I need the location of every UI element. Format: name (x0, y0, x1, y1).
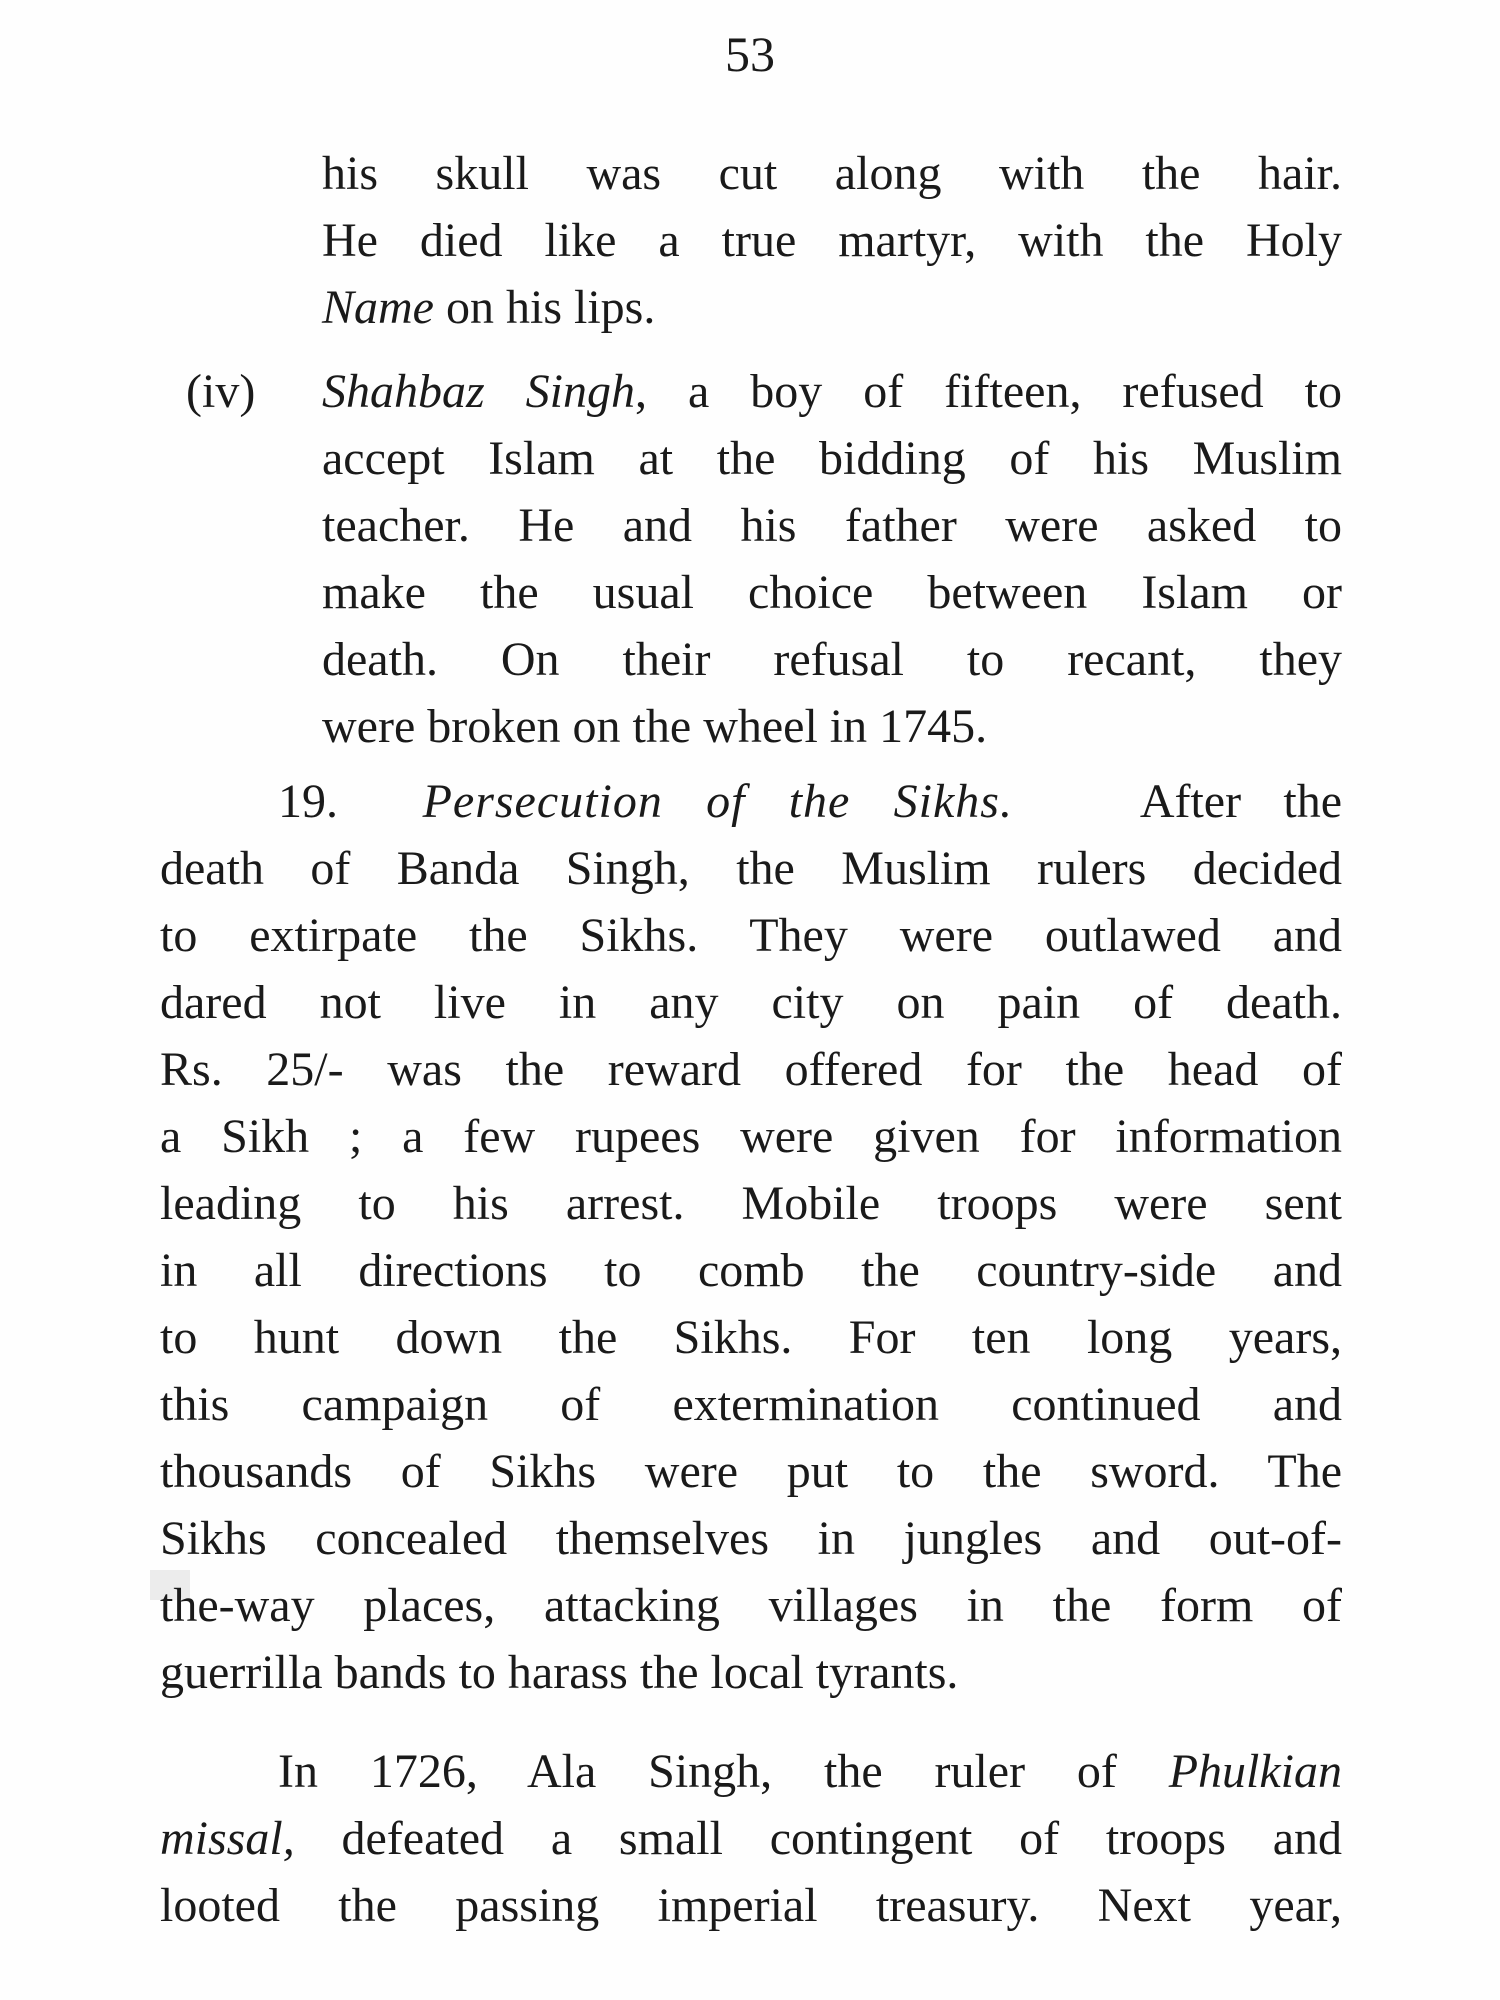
italic-name: Shahbaz Singh (322, 365, 635, 418)
text-line (322, 358, 1342, 425)
section-heading: Persecution of the Sikhs. (422, 775, 1013, 828)
text-line: leading to his arrest. Mobile troops were sent (160, 1177, 1342, 1230)
section-paragraph (160, 768, 1342, 1706)
text-line: to extirpate the Sikhs. They were outlawed and (160, 909, 1342, 962)
text-line: teacher. He and his father were asked to (322, 499, 1342, 552)
text-fragment: on his lips. (433, 281, 656, 334)
text-line (160, 1805, 1342, 1872)
text-line: in all directions to comb the country-side and (160, 1244, 1342, 1297)
body-paragraph (160, 1738, 1342, 1939)
text-line: death of Banda Singh, the Muslim rulers decided (160, 842, 1342, 895)
italic-term: missal, (160, 1812, 295, 1865)
section-number: 19. (278, 775, 338, 828)
text-line (322, 274, 1342, 341)
text-line: dared not live in any city on pain of death. (160, 976, 1342, 1029)
text-line: this campaign of extermination continued and (160, 1378, 1342, 1431)
text-line: Rs. 25/- was the reward offered for the head of (160, 1043, 1342, 1096)
text-line: make the usual choice between Islam or (322, 566, 1342, 619)
text-line (160, 1738, 1342, 1805)
text-line: He died like a true martyr, with the Holy (322, 214, 1342, 267)
list-marker: (iv) (186, 365, 256, 418)
text-fragment: After the (1139, 775, 1343, 828)
text-line: Sikhs concealed themselves in jungles and out-of- (160, 1512, 1342, 1565)
list-item (322, 358, 1342, 760)
text-line: the-way places, attacking villages in the form of (160, 1579, 1342, 1632)
text-fragment: , a boy of fifteen, refused to (635, 365, 1342, 418)
text-fragment: In 1726, Ala Singh, the ruler of (278, 1745, 1169, 1798)
text-line: looted the passing imperial treasury. Next year, (160, 1879, 1342, 1932)
italic-term: Phulkian (1168, 1745, 1342, 1798)
text-line: death. On their refusal to recant, they (322, 633, 1342, 686)
text-line: thousands of Sikhs were put to the sword. The (160, 1445, 1342, 1498)
text-line: guerrilla bands to harass the local tyrants. (160, 1646, 959, 1699)
continuation-paragraph (322, 140, 1342, 341)
text-fragment: defeated a small contingent of troops and (294, 1812, 1342, 1865)
text-line: his skull was cut along with the hair. (322, 147, 1342, 200)
italic-term: Name (322, 281, 434, 334)
page-number: 53 (725, 26, 775, 82)
section-heading-line (160, 768, 1342, 835)
text-line: a Sikh ; a few rupees were given for information (160, 1110, 1342, 1163)
text-line: accept Islam at the bidding of his Muslim (322, 432, 1342, 485)
text-line: were broken on the wheel in 1745. (322, 700, 988, 753)
text-line: to hunt down the Sikhs. For ten long years, (160, 1311, 1342, 1364)
